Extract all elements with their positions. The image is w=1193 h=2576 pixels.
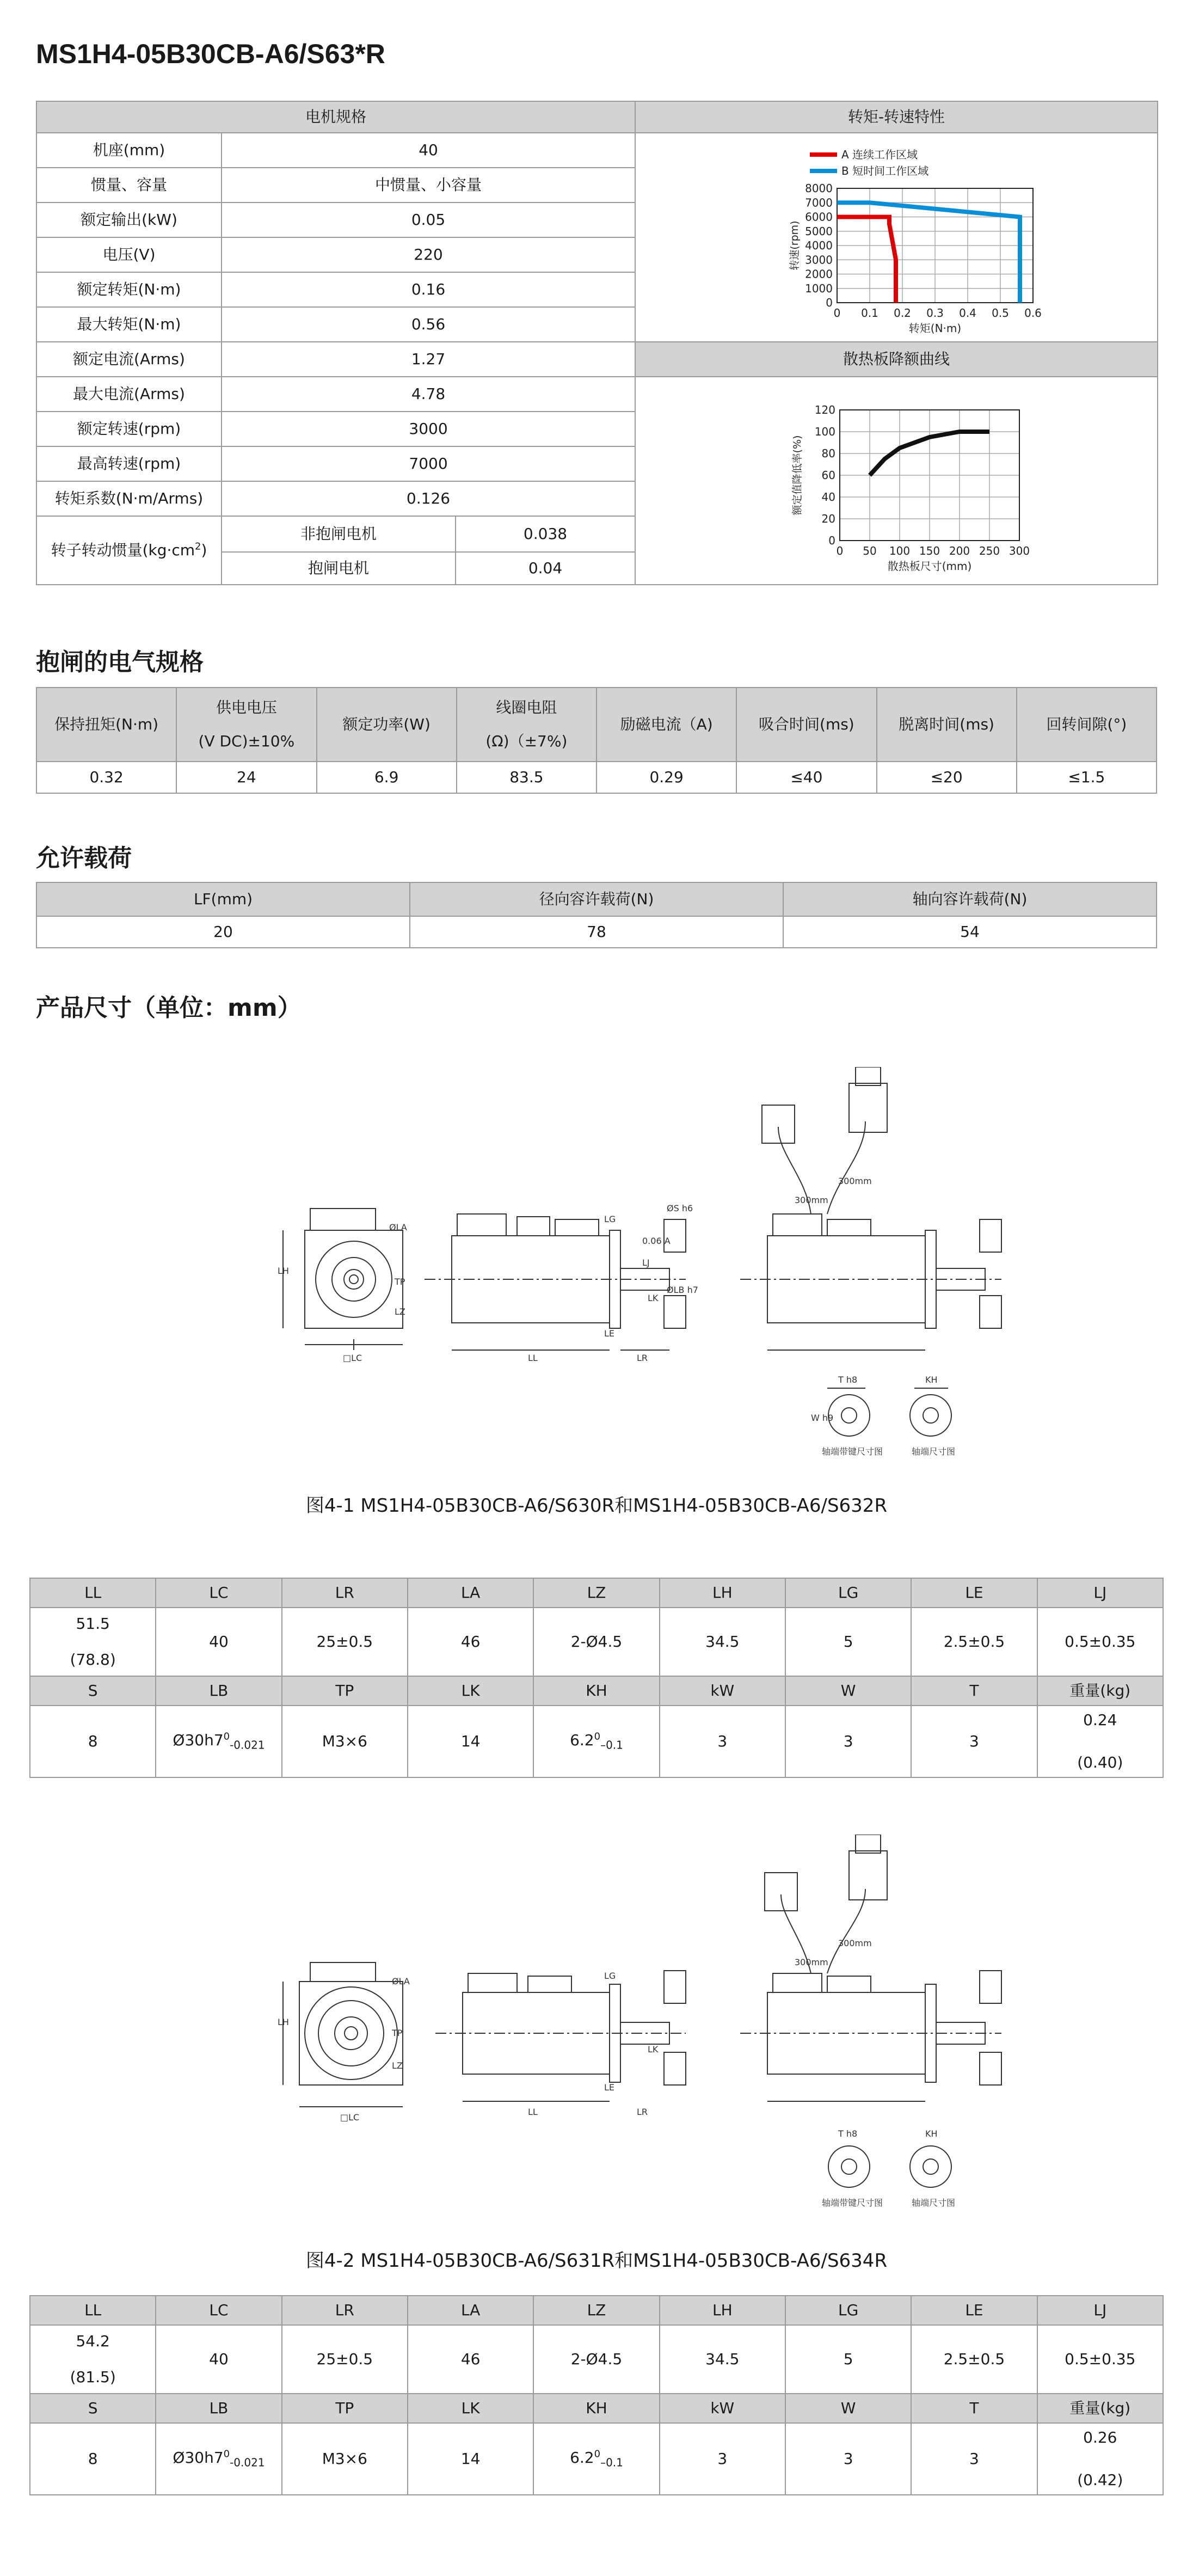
spec-label: 最大电流(Arms) xyxy=(36,377,222,412)
brake-header: 额定功率(W) xyxy=(317,688,457,762)
y-tick-label: 40 xyxy=(821,490,836,504)
dim-header: LA xyxy=(408,1578,533,1608)
dim-label-le: LE xyxy=(604,1328,615,1339)
dim-label-s: ØS h6 xyxy=(667,1203,693,1213)
dim-label-lk: LK xyxy=(648,1293,659,1303)
dim-header: W xyxy=(785,2394,911,2423)
spec-value: 0.05 xyxy=(222,203,635,237)
dim-value: 2.5±0.5 xyxy=(911,1608,1037,1676)
dim-value: 14 xyxy=(408,2423,533,2495)
y-tick-label: 5000 xyxy=(805,224,833,238)
dim-label-lc: □LC xyxy=(340,2112,360,2123)
dim-tolerance: 0.06 A xyxy=(642,1236,671,1246)
dim-value: 2.5±0.5 xyxy=(911,2325,1037,2394)
spec-label: 转矩系数(N·m/Arms) xyxy=(36,481,222,516)
dim-header: LG xyxy=(785,1578,911,1608)
brake-header: 线圈电阻 (Ω)（±7%) xyxy=(457,688,596,762)
torque-chart-cell xyxy=(635,133,1158,342)
x-tick-label: 0 xyxy=(836,544,844,557)
dim-header: LG xyxy=(785,2296,911,2325)
inertia-type: 抱闸电机 xyxy=(222,552,456,585)
dimension-table-2 xyxy=(29,2295,1164,2495)
spec-value: 4.78 xyxy=(222,377,635,412)
spec-value: 0.16 xyxy=(222,272,635,307)
dim-value: $6.2^0_{-0.1}$ xyxy=(533,1706,659,1777)
dim-header: T xyxy=(911,2394,1037,2423)
dimension-table-1 xyxy=(29,1578,1164,1778)
dim-value: 40 xyxy=(156,2325,281,2394)
dim-value: 3 xyxy=(660,2423,785,2495)
load-value: 20 xyxy=(36,916,410,948)
brake-header: 回转间隙(°) xyxy=(1017,688,1157,762)
dim-label-lc: □LC xyxy=(343,1353,362,1363)
dim-header: LB xyxy=(156,2394,281,2423)
dim-label-lz: LZ xyxy=(395,1307,405,1317)
legend-label-a: A 连续工作区域 xyxy=(841,148,918,161)
inertia-value: 0.038 xyxy=(456,516,635,552)
dim-label-t: T h8 xyxy=(838,1375,858,1385)
spec-value: 0.126 xyxy=(222,481,635,516)
dim-value: 5 xyxy=(785,2325,911,2394)
y-tick-label: 100 xyxy=(814,425,836,438)
shaft-caption: 轴端尺寸图 xyxy=(912,2198,956,2208)
dim-value: 3 xyxy=(911,2423,1037,2495)
x-tick-label: 300 xyxy=(1008,544,1030,557)
dim-value: 8 xyxy=(30,2423,156,2495)
dim-value: 3 xyxy=(785,2423,911,2495)
derating-chart-header: 散热板降额曲线 xyxy=(635,342,1158,377)
load-header: 轴向容许载荷(N) xyxy=(783,882,1157,916)
dim-label-lr: LR xyxy=(637,1353,648,1363)
dim-value: 3 xyxy=(660,1706,785,1777)
y-tick-label: 0 xyxy=(828,534,836,547)
dim-header: S xyxy=(30,1676,156,1706)
dim-header: LZ xyxy=(533,1578,659,1608)
dim-value: 2-Ø4.5 xyxy=(533,2325,659,2394)
dim-header: TP xyxy=(282,1676,408,1706)
dim-label-lr: LR xyxy=(637,2107,648,2117)
dim-value: $Ø30h7^0_{-0.021}$ xyxy=(156,2423,281,2495)
x-tick-label: 0.2 xyxy=(894,306,911,320)
dim-header: LR xyxy=(282,1578,408,1608)
brake-value: 0.29 xyxy=(596,762,736,793)
spec-label: 额定电流(Arms) xyxy=(36,342,222,377)
y-tick-label: 2000 xyxy=(805,267,833,281)
dim-header: LJ xyxy=(1037,1578,1163,1608)
dim-label-ll: LL xyxy=(528,2107,538,2117)
dim-label-lg: LG xyxy=(604,1214,616,1224)
dim-header: S xyxy=(30,2394,156,2423)
key-shaft-caption: 轴端带键尺寸图 xyxy=(822,2198,883,2208)
spec-label: 电压(V) xyxy=(36,237,222,272)
dim-value: 14 xyxy=(408,1706,533,1777)
load-value: 54 xyxy=(783,916,1157,948)
legend-label-b: B 短时间工作区域 xyxy=(841,164,929,177)
dim-value: 46 xyxy=(408,1608,533,1676)
dim-value: 0.24 (0.40) xyxy=(1037,1706,1163,1777)
dim-header: 重量(kg) xyxy=(1037,1676,1163,1706)
load-header: LF(mm) xyxy=(36,882,410,916)
cable-length: 300mm xyxy=(795,1957,828,1967)
dim-value: 25±0.5 xyxy=(282,2325,408,2394)
dim-value: 25±0.5 xyxy=(282,1608,408,1676)
dim-label-t: T h8 xyxy=(838,2129,858,2139)
y-tick-label: 6000 xyxy=(805,210,833,224)
derating-chart xyxy=(636,377,1156,584)
inertia-type: 非抱闸电机 xyxy=(222,516,456,552)
dim-value: 5 xyxy=(785,1608,911,1676)
dim-value: M3×6 xyxy=(282,1706,408,1777)
brake-header: 供电电压 (V DC)±10% xyxy=(176,688,316,762)
x-tick-label: 200 xyxy=(949,544,970,557)
page-title: MS1H4-05B30CB-A6/S63*R xyxy=(36,39,385,69)
dim-value: 34.5 xyxy=(660,2325,785,2394)
dim-value: $6.2^0_{-0.1}$ xyxy=(533,2423,659,2495)
dim-header: LR xyxy=(282,2296,408,2325)
y-tick-label: 4000 xyxy=(805,239,833,252)
y-tick-label: 120 xyxy=(814,403,836,416)
dim-header: LE xyxy=(911,2296,1037,2325)
dim-header: LL xyxy=(30,1578,156,1608)
cable-length: 300mm xyxy=(795,1195,828,1205)
figure-1-caption: 图4-1 MS1H4-05B30CB-A6/S630R和MS1H4-05B30CB-A6/S632R xyxy=(305,1495,888,1517)
spec-value: 0.56 xyxy=(222,307,635,342)
figure-2-caption: 图4-2 MS1H4-05B30CB-A6/S631R和MS1H4-05B30CB-A6/S634R xyxy=(305,2250,888,2272)
brake-value: 0.32 xyxy=(36,762,176,793)
dim-label-kh: KH xyxy=(925,1375,938,1385)
dim-header: KH xyxy=(533,2394,659,2423)
x-axis-label: 散热板尺寸(mm) xyxy=(887,560,972,573)
spec-value: 3000 xyxy=(222,412,635,446)
dim-label-lh: LH xyxy=(278,2017,289,2027)
spec-label: 惯量、容量 xyxy=(36,168,222,203)
dimension-drawing-2 xyxy=(261,1835,1045,2227)
brake-table xyxy=(36,687,1157,794)
dim-label-lk: LK xyxy=(648,2044,659,2054)
x-tick-label: 250 xyxy=(979,544,1000,557)
y-tick-label: 20 xyxy=(821,512,836,525)
spec-value: 7000 xyxy=(222,446,635,481)
dim-header: LC xyxy=(156,2296,281,2325)
dimension-section-title: 产品尺寸（单位：mm） xyxy=(36,994,302,1022)
shaft-caption: 轴端尺寸图 xyxy=(912,1446,956,1457)
front-view-flange xyxy=(305,1230,403,1328)
brake-header: 脱离时间(ms) xyxy=(877,688,1017,762)
dim-header: TP xyxy=(282,2394,408,2423)
y-tick-label: 0 xyxy=(826,296,833,309)
spec-label: 额定输出(kW) xyxy=(36,203,222,237)
dim-label-lg: LG xyxy=(604,1971,616,1981)
spec-label: 额定转矩(N·m) xyxy=(36,272,222,307)
dim-value: 0.5±0.35 xyxy=(1037,2325,1163,2394)
brake-section-title: 抱闸的电气规格 xyxy=(36,648,204,676)
spec-label: 额定转速(rpm) xyxy=(36,412,222,446)
dim-header: LH xyxy=(660,1578,785,1608)
torque-speed-chart xyxy=(636,134,1156,341)
x-tick-label: 50 xyxy=(863,544,877,557)
dim-value: 3 xyxy=(911,1706,1037,1777)
dim-header: LH xyxy=(660,2296,785,2325)
dimension-drawing-1 xyxy=(261,1067,1045,1475)
dim-header: LB xyxy=(156,1676,281,1706)
derating-chart-cell xyxy=(635,377,1158,585)
spec-value: 中惯量、小容量 xyxy=(222,168,635,203)
x-tick-label: 0.3 xyxy=(926,306,944,320)
brake-value: 24 xyxy=(176,762,316,793)
x-tick-label: 150 xyxy=(919,544,940,557)
dim-label-le: LE xyxy=(604,2082,615,2093)
dim-value: 54.2 (81.5) xyxy=(30,2325,156,2394)
dim-value: 51.5 (78.8) xyxy=(30,1608,156,1676)
y-axis-label: 转速(rpm) xyxy=(789,220,801,271)
dim-label-lh: LH xyxy=(278,1266,289,1276)
dim-label-la: ØLA xyxy=(392,1976,410,1986)
dim-header: KH xyxy=(533,1676,659,1706)
dim-label-lb: ØLB h7 xyxy=(667,1285,698,1295)
dim-header: kW xyxy=(660,1676,785,1706)
brake-header: 励磁电流（A) xyxy=(596,688,736,762)
spec-label: 最高转速(rpm) xyxy=(36,446,222,481)
y-tick-label: 7000 xyxy=(805,196,833,210)
dim-value: 40 xyxy=(156,1608,281,1676)
brake-value: 83.5 xyxy=(457,762,596,793)
dim-value: $Ø30h7^0_{-0.021}$ xyxy=(156,1706,281,1777)
load-table xyxy=(36,882,1157,948)
dim-label-lj: LJ xyxy=(642,1258,650,1268)
motor-spec-table xyxy=(36,101,1158,585)
spec-value: 1.27 xyxy=(222,342,635,377)
brake-value: ≤40 xyxy=(736,762,876,793)
y-tick-label: 8000 xyxy=(805,182,833,195)
spec-value: 40 xyxy=(222,133,635,168)
torque-chart-header: 转矩-转速特性 xyxy=(635,101,1158,133)
y-tick-label: 1000 xyxy=(805,281,833,295)
dim-value: M3×6 xyxy=(282,2423,408,2495)
dim-value: 3 xyxy=(785,1706,911,1777)
dim-value: 0.5±0.35 xyxy=(1037,1608,1163,1676)
load-header: 径向容许载荷(N) xyxy=(410,882,783,916)
dim-label-ll: LL xyxy=(528,1353,538,1363)
dim-value: 0.26 (0.42) xyxy=(1037,2423,1163,2495)
x-tick-label: 0.5 xyxy=(992,306,1009,320)
dim-header: LZ xyxy=(533,2296,659,2325)
load-value: 78 xyxy=(410,916,783,948)
dim-label-tp: TP xyxy=(395,1277,405,1287)
dim-value: 46 xyxy=(408,2325,533,2394)
load-section-title: 允许载荷 xyxy=(36,844,132,872)
dim-header: LE xyxy=(911,1578,1037,1608)
dim-label-tp: TP xyxy=(392,2028,403,2038)
dim-label-w: W h9 xyxy=(811,1413,834,1423)
x-tick-label: 0.4 xyxy=(959,306,976,320)
dim-label-lz: LZ xyxy=(392,2060,403,2071)
dim-header: T xyxy=(911,1676,1037,1706)
dim-value: 2-Ø4.5 xyxy=(533,1608,659,1676)
inertia-label: 转子转动惯量$(kg\cdot cm^2)$ xyxy=(36,516,222,585)
spec-header: 电机规格 xyxy=(36,101,635,133)
dim-label-kh: KH xyxy=(925,2129,938,2139)
brake-value: ≤20 xyxy=(877,762,1017,793)
spec-label: 最大转矩(N·m) xyxy=(36,307,222,342)
dim-value: 8 xyxy=(30,1706,156,1777)
inertia-value: 0.04 xyxy=(456,552,635,585)
dim-header: W xyxy=(785,1676,911,1706)
brake-value: 6.9 xyxy=(317,762,457,793)
y-tick-label: 60 xyxy=(821,469,836,482)
brake-header: 保持扭矩(N·m) xyxy=(36,688,176,762)
dim-header: LJ xyxy=(1037,2296,1163,2325)
x-axis-label: 转矩(N·m) xyxy=(908,322,962,335)
dim-header: LA xyxy=(408,2296,533,2325)
x-tick-label: 0 xyxy=(833,306,841,320)
spec-value: 220 xyxy=(222,237,635,272)
dim-header: LC xyxy=(156,1578,281,1608)
y-tick-label: 80 xyxy=(821,447,836,460)
dim-header: LK xyxy=(408,1676,533,1706)
dim-header: kW xyxy=(660,2394,785,2423)
y-tick-label: 3000 xyxy=(805,253,833,267)
x-tick-label: 0.1 xyxy=(861,306,878,320)
x-tick-label: 100 xyxy=(889,544,911,557)
dim-label-la: ØLA xyxy=(389,1222,407,1232)
x-tick-label: 0.6 xyxy=(1024,306,1042,320)
cable-length: 300mm xyxy=(838,1938,872,1948)
y-axis-label: 额定值降低率(%) xyxy=(791,435,804,516)
spec-label: 机座(mm) xyxy=(36,133,222,168)
dim-value: 34.5 xyxy=(660,1608,785,1676)
dim-header: LL xyxy=(30,2296,156,2325)
brake-value: ≤1.5 xyxy=(1017,762,1157,793)
key-shaft-caption: 轴端带键尺寸图 xyxy=(822,1446,883,1457)
dim-header: 重量(kg) xyxy=(1037,2394,1163,2423)
dim-header: LK xyxy=(408,2394,533,2423)
brake-header: 吸合时间(ms) xyxy=(736,688,876,762)
cable-length: 300mm xyxy=(838,1176,872,1186)
